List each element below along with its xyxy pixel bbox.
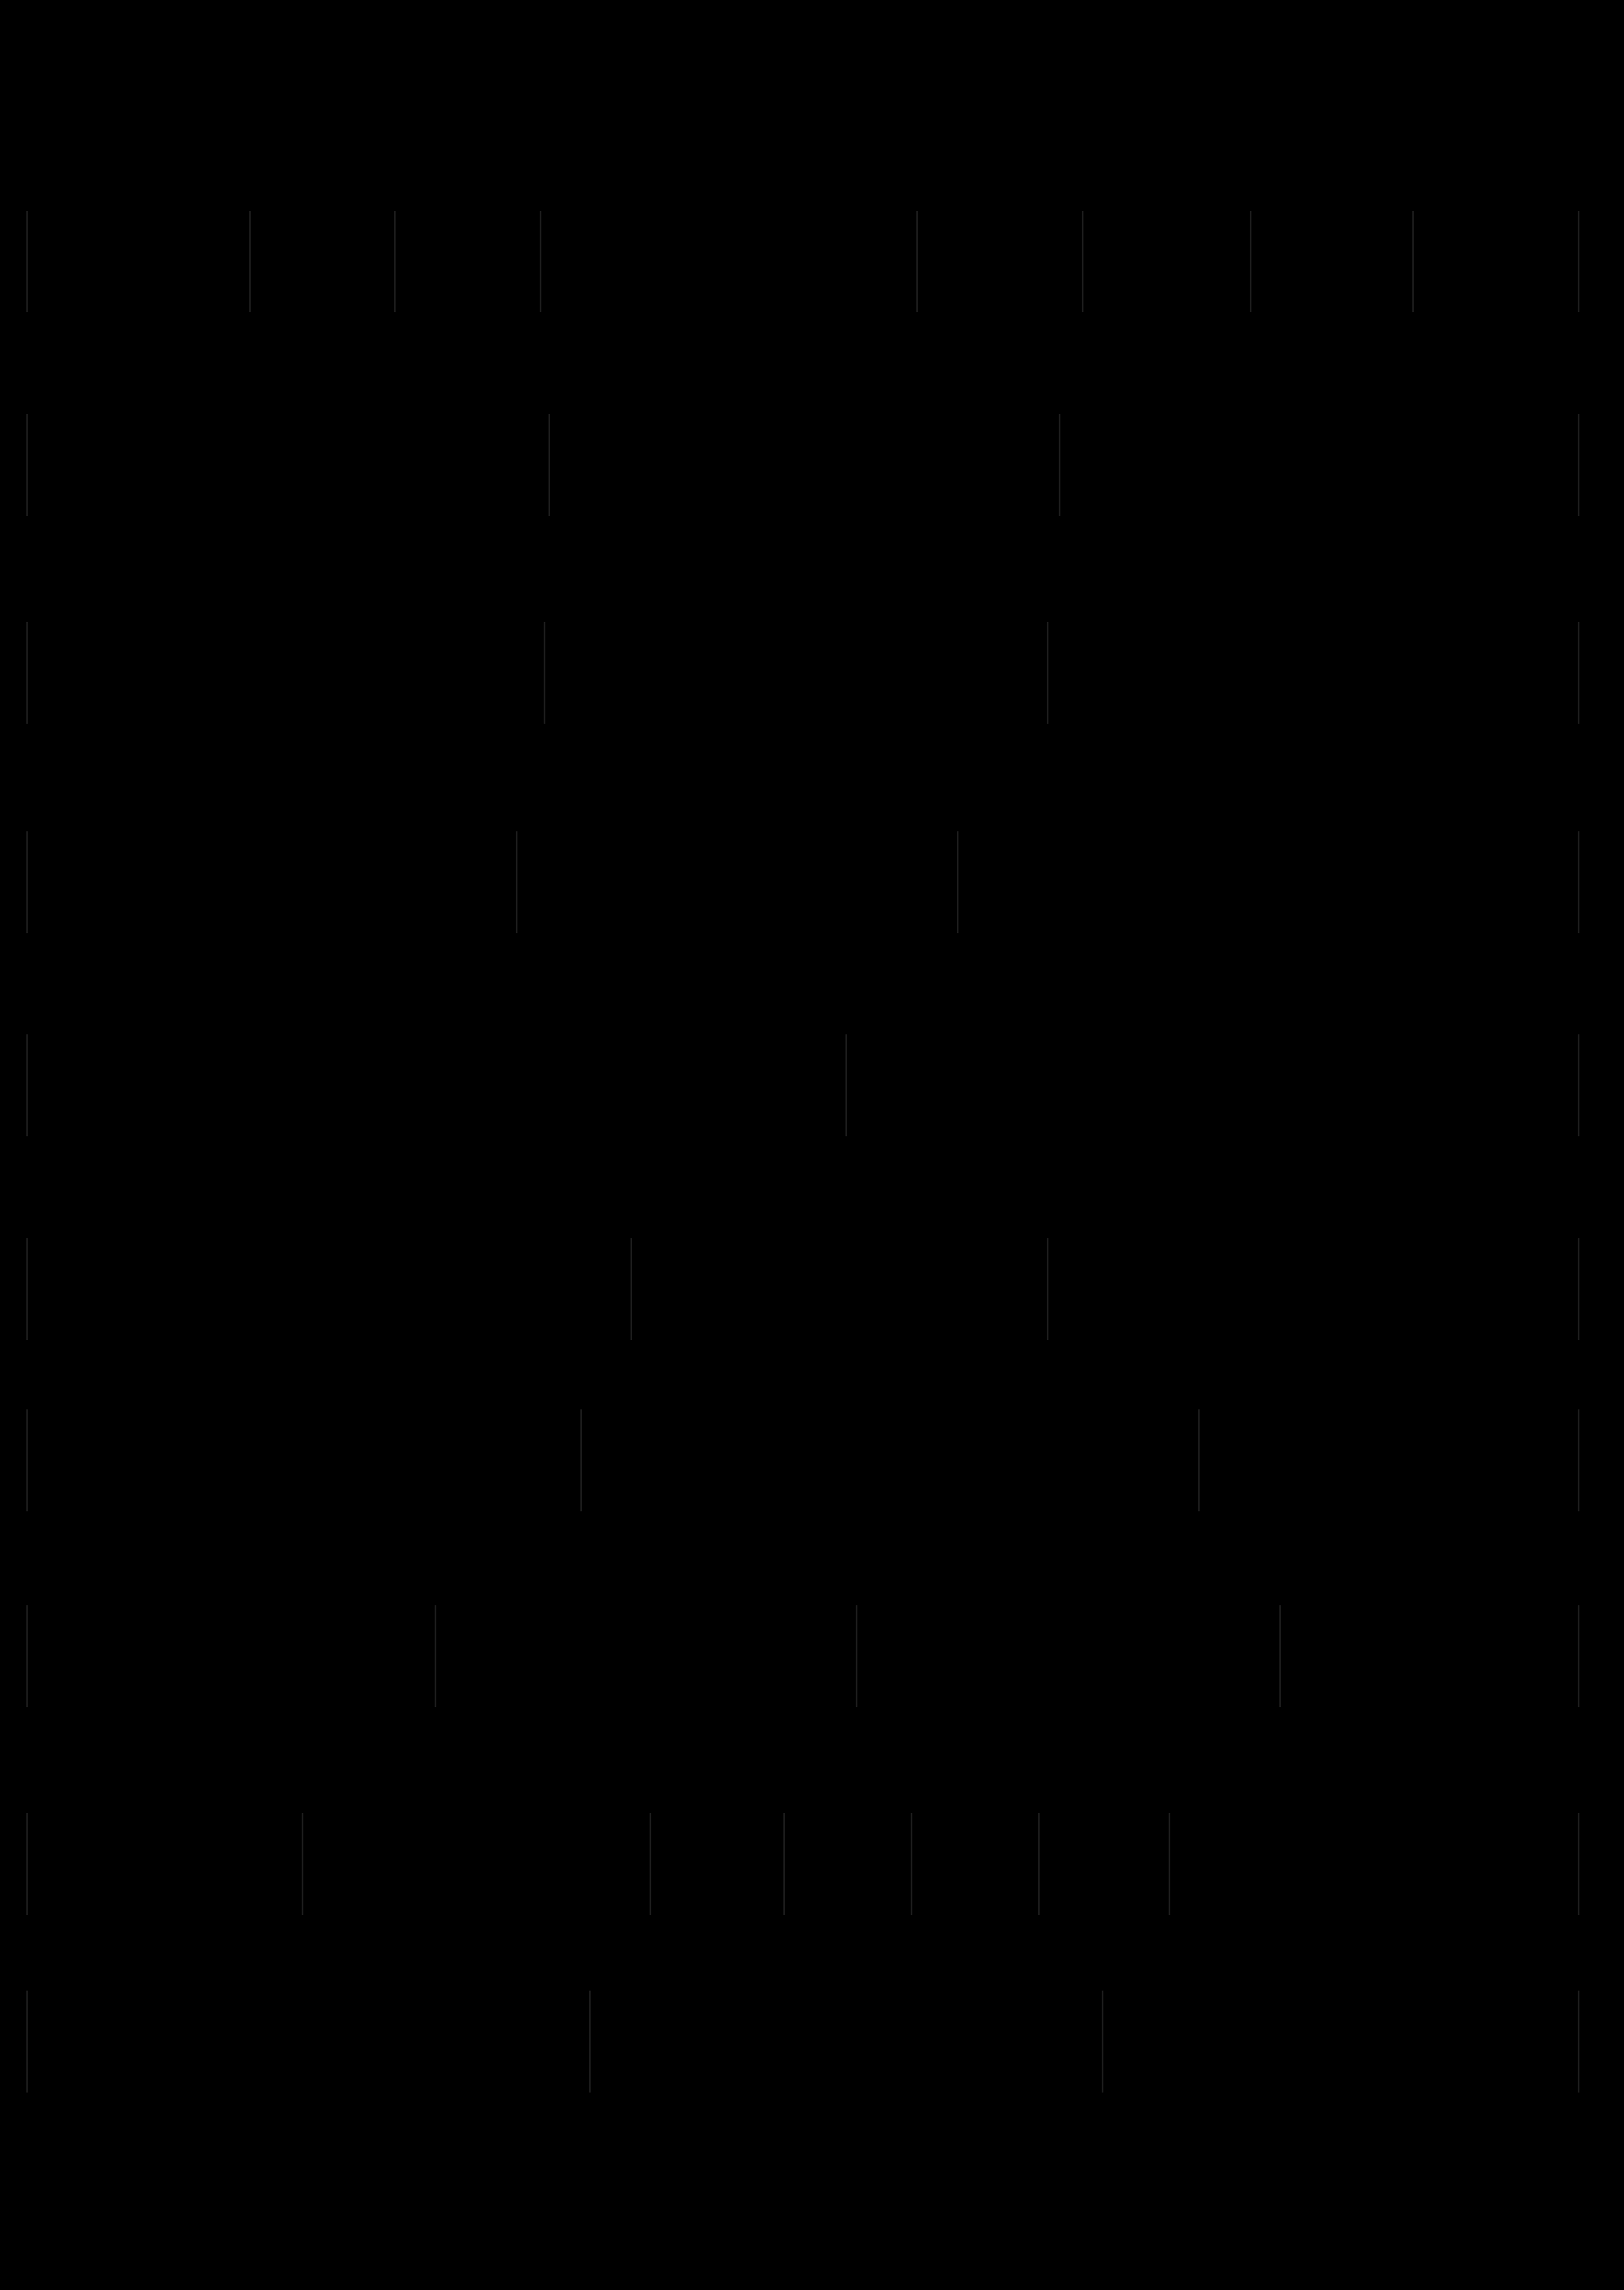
- column-separator-tick: [845, 1034, 847, 1136]
- column-separator-tick: [1279, 1605, 1281, 1707]
- column-separator-tick: [1578, 1605, 1579, 1707]
- column-separator-tick: [302, 1813, 303, 1915]
- column-separator-tick: [911, 1813, 912, 1915]
- column-separator-tick: [435, 1605, 436, 1707]
- column-separator-tick: [1412, 211, 1414, 313]
- column-separator-tick: [548, 414, 550, 516]
- column-separator-tick: [1198, 1409, 1200, 1511]
- column-separator-tick: [783, 1813, 785, 1915]
- column-separator-tick: [1047, 1238, 1048, 1340]
- column-separator-tick: [589, 1991, 591, 2093]
- column-separator-tick: [1102, 1991, 1103, 2093]
- column-separator-tick: [957, 831, 958, 933]
- column-separator-tick: [630, 1238, 632, 1340]
- column-separator-tick: [1169, 1813, 1170, 1915]
- column-separator-tick: [1578, 831, 1579, 933]
- column-separator-tick: [540, 211, 541, 313]
- column-separator-tick: [1578, 1034, 1579, 1136]
- column-separator-tick: [394, 211, 396, 313]
- column-separator-tick: [1578, 1238, 1579, 1340]
- column-separator-tick: [544, 622, 545, 724]
- column-separator-tick: [26, 1034, 28, 1136]
- column-separator-tick: [1578, 622, 1579, 724]
- column-separator-tick: [1578, 1409, 1579, 1511]
- column-separator-tick: [1578, 1813, 1579, 1915]
- column-separator-tick: [26, 414, 28, 516]
- column-separator-tick: [1578, 414, 1579, 516]
- column-separator-tick: [1059, 414, 1060, 516]
- column-separator-tick: [26, 1605, 28, 1707]
- column-separator-tick: [26, 1409, 28, 1511]
- column-separator-tick: [916, 211, 918, 313]
- column-separator-tick: [26, 211, 28, 313]
- column-separator-tick: [1250, 211, 1251, 313]
- column-separator-tick: [26, 1238, 28, 1340]
- column-separator-tick: [650, 1813, 651, 1915]
- column-separator-tick: [580, 1409, 582, 1511]
- column-separator-tick: [249, 211, 251, 313]
- column-separator-tick: [26, 1991, 28, 2093]
- column-separator-tick: [856, 1605, 857, 1707]
- column-separator-tick: [1047, 622, 1048, 724]
- column-separator-tick: [1082, 211, 1083, 313]
- column-separator-tick: [1578, 211, 1579, 313]
- column-separator-tick: [26, 622, 28, 724]
- column-separator-tick: [26, 831, 28, 933]
- column-separator-tick: [1038, 1813, 1040, 1915]
- column-separator-tick: [1578, 1991, 1579, 2093]
- column-separator-tick: [26, 1813, 28, 1915]
- column-separator-tick: [516, 831, 517, 933]
